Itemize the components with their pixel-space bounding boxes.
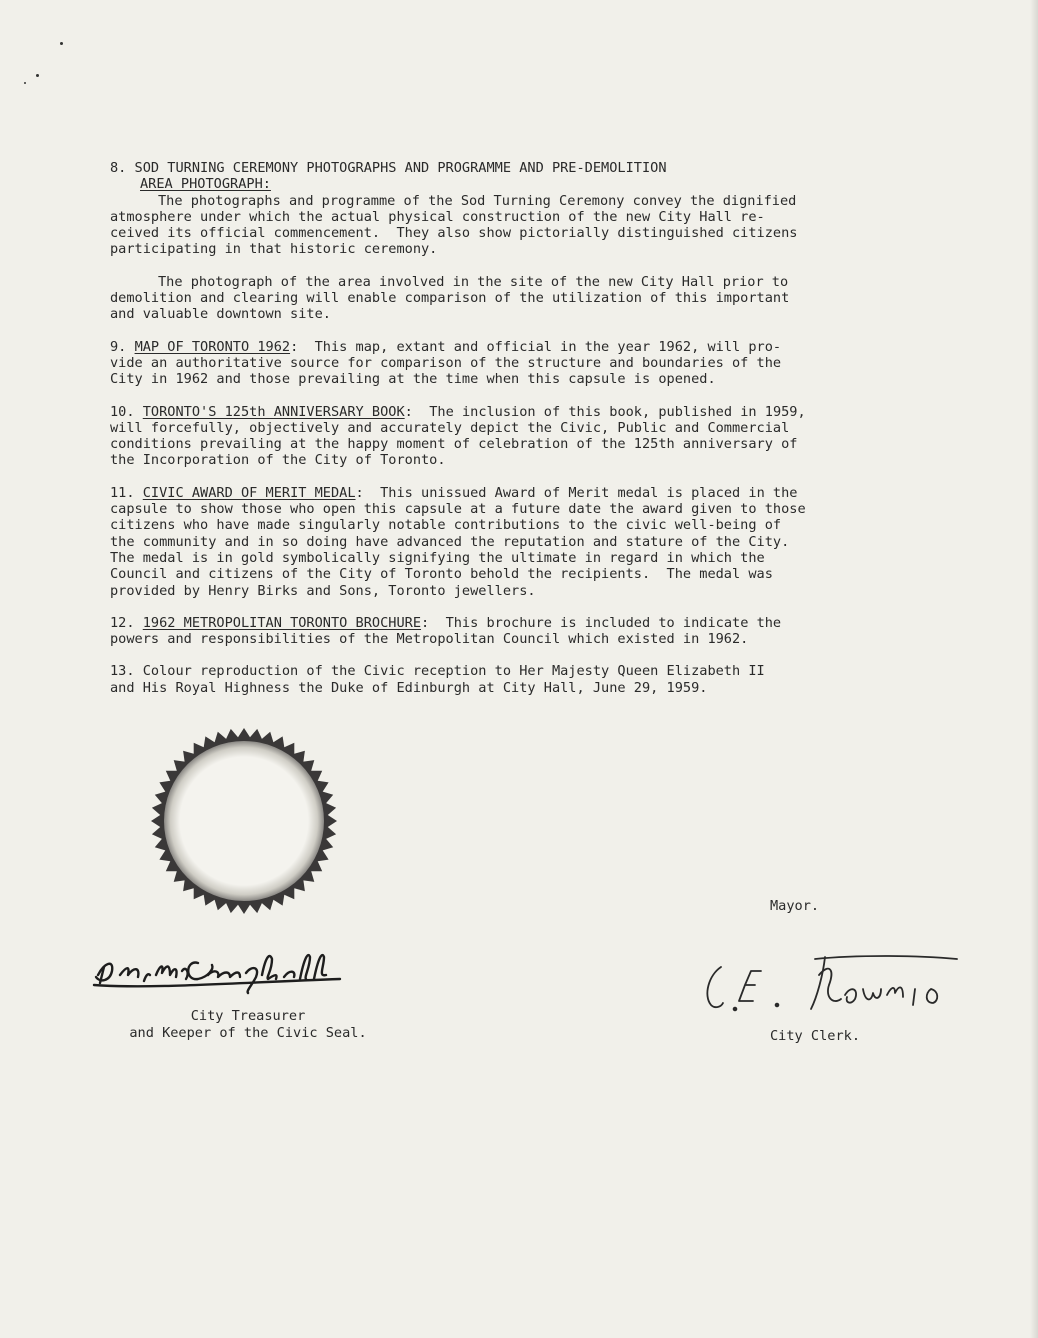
item-10-line: the Incorporation of the City of Toronto. xyxy=(110,452,446,469)
speck xyxy=(60,42,63,45)
item-11-line: The medal is in gold symbolically signifying the ultimate in regard in which the xyxy=(110,549,765,566)
page-edge-shadow xyxy=(1030,0,1038,1338)
item-11-line: capsule to show those who open this capsule at a future date the award given to those xyxy=(110,501,806,518)
item-12-number: 12. xyxy=(110,614,143,631)
item-12-title: 1962 METROPOLITAN TORONTO BROCHURE xyxy=(142,614,422,631)
item-8-p1-line: atmosphere under which the actual physical construction of the new City Hall re- xyxy=(110,208,765,225)
item-9-number: 9. xyxy=(110,338,135,355)
item-11-line: Council and citizens of the City of Toronto behold the recipients. The medal was xyxy=(110,566,773,583)
item-8 xyxy=(110,160,970,258)
civic-seal-icon xyxy=(150,727,338,915)
item-8-p2-line: The photograph of the area involved in the site of the new City Hall prior to xyxy=(158,273,789,290)
item-12-line1-rest: : This brochure is included to indicate the xyxy=(421,614,782,631)
item-10-line1-rest: : The inclusion of this book, published in 1959, xyxy=(404,403,806,420)
item-11-line1-rest: : This unissued Award of Merit medal is placed in the xyxy=(355,484,798,501)
document-body xyxy=(110,160,970,696)
item-9-line: City in 1962 and those prevailing at the time when this capsule is opened. xyxy=(110,371,716,388)
item-13-line: 13. Colour reproduction of the Civic reception to Her Majesty Queen Elizabeth II xyxy=(110,663,765,680)
item-8-heading-line1: 8. SOD TURNING CEREMONY PHOTOGRAPHS AND PROGRAMME AND PRE-DEMOLITION xyxy=(110,160,667,176)
item-11-title: CIVIC AWARD OF MERIT MEDAL xyxy=(142,484,356,501)
item-9-line1-rest: : This map, extant and official in the year 1962, will pro- xyxy=(290,338,782,355)
item-12-line: powers and responsibilities of the Metropolitan Council which existed in 1962. xyxy=(110,631,749,648)
item-9 xyxy=(110,339,970,388)
item-8-p2-line: demolition and clearing will enable comparison of the utilization of this important xyxy=(110,290,790,307)
item-11-line: provided by Henry Birks and Sons, Toronto jewellers. xyxy=(110,582,536,599)
item-8-paragraph-2 xyxy=(110,274,970,323)
item-10 xyxy=(110,404,970,469)
item-11 xyxy=(110,485,970,599)
treasurer-signature-icon xyxy=(90,945,360,995)
item-8-heading-line2: AREA PHOTOGRAPH: xyxy=(140,176,271,193)
treasurer-title: City Treasurer xyxy=(190,1008,306,1024)
city-clerk-label: City Clerk. xyxy=(770,1028,861,1044)
item-13-line: and His Royal Highness the Duke of Edinburgh at City Hall, June 29, 1959. xyxy=(110,679,708,696)
item-10-title: TORONTO'S 125th ANNIVERSARY BOOK xyxy=(142,403,405,420)
item-10-line: will forcefully, objectively and accurately depict the Civic, Public and Commercial xyxy=(110,419,790,436)
clerk-signature-icon xyxy=(695,945,965,1025)
treasurer-label xyxy=(108,1008,388,1041)
item-11-number: 11. xyxy=(110,484,143,501)
speck xyxy=(24,82,26,84)
mayor-label: Mayor. xyxy=(770,898,820,914)
item-8-p1-line: The photographs and programme of the Sod Turning Ceremony convey the dignified xyxy=(158,192,797,209)
item-8-p1-line: ceived its official commencement. They also show pictorially distinguished citizens xyxy=(110,225,798,242)
item-9-line: vide an authoritative source for comparison of the structure and boundaries of the xyxy=(110,354,782,371)
item-11-line: the community and in so doing have advanced the reputation and stature of the City. xyxy=(110,533,790,550)
item-10-number: 10. xyxy=(110,403,143,420)
speck xyxy=(36,74,39,77)
item-12 xyxy=(110,615,970,648)
item-10-line: conditions prevailing at the happy moment of celebration of the 125th anniversary of xyxy=(110,436,798,453)
item-13 xyxy=(110,663,970,696)
item-8-p1-line: participating in that historic ceremony. xyxy=(110,241,438,258)
item-11-line: citizens who have made singularly notable contributions to the civic well-being of xyxy=(110,517,782,534)
item-9-title: MAP OF TORONTO 1962 xyxy=(134,338,291,355)
item-8-p2-line: and valuable downtown site. xyxy=(110,306,331,323)
treasurer-title-line2: and Keeper of the Civic Seal. xyxy=(129,1024,367,1041)
